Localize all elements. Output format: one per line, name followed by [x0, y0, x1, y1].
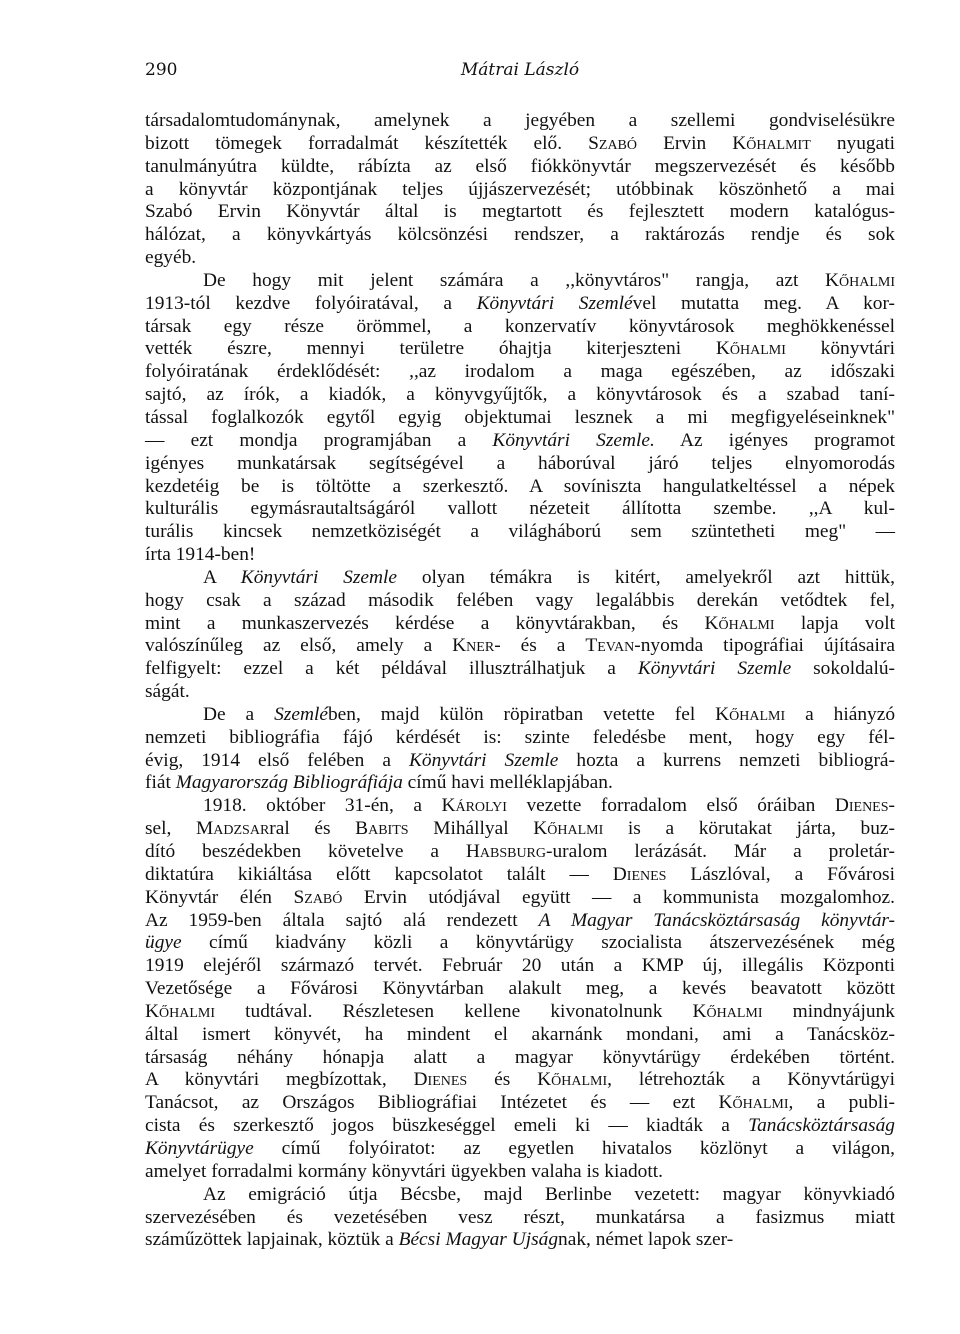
text-line	[145, 1115, 895, 1138]
text-run: Ervin	[637, 132, 733, 154]
text-line	[145, 338, 895, 361]
text-line	[145, 704, 895, 727]
small-caps-name: Kner	[452, 635, 495, 657]
italic-title: A Magyar Tanácsköztársaság könyvtár-	[538, 909, 896, 931]
text-line	[145, 1001, 895, 1024]
page-header	[145, 60, 895, 84]
small-caps-name: Kőhalmit	[732, 132, 811, 154]
text-run: igényes munkatársak segítségével a háborúval járó teljes elnyomorodás	[145, 452, 895, 474]
small-caps-name: Habsburg	[465, 841, 547, 862]
small-caps-name: Kőhalmi	[692, 1000, 763, 1022]
text-run: 1913-tól kezdve folyóiratával, a	[145, 292, 477, 314]
text-run: tással foglalkozók egytől egyig objektumai lesznek a mi megfigyeléseinknek"	[145, 406, 895, 428]
small-caps-name: Kőhalmi	[537, 1069, 608, 1091]
italic-title: Könyvtárügye	[145, 1137, 254, 1159]
text-run: és	[467, 1069, 538, 1091]
text-run: hozta a kurrens nemzeti bibliográ-	[558, 749, 895, 771]
text-line	[145, 361, 895, 384]
text-line	[145, 1138, 895, 1161]
text-line	[145, 978, 895, 1001]
text-line	[145, 544, 895, 567]
italic-title: Magyarország Bibliográfiája	[175, 772, 403, 794]
text-line	[145, 384, 895, 407]
text-run: társaság néhány hónapja alatt a magyar könyvtárügy érdekében történt.	[145, 1046, 895, 1068]
small-caps-name: Károlyi	[441, 795, 507, 817]
text-run: bizott tömegek forradalmát készítették elő.	[145, 132, 589, 154]
italic-title: ügye	[145, 932, 182, 954]
small-caps-name: Tevan	[585, 635, 635, 657]
text-line	[145, 133, 895, 156]
text-run: társadalomtudománynak, amelynek a jegyében a szellemi gondviselésükre	[145, 110, 895, 131]
small-caps-name: Dienes	[612, 863, 667, 885]
text-run: könyvtári	[785, 338, 895, 360]
text-line	[145, 247, 895, 270]
text-line	[145, 156, 895, 179]
text-run: nemzeti bibliográfia fájó kérdését is: szinte feledésbe ment, hogy egy fél-	[145, 726, 895, 748]
text-line	[145, 635, 895, 658]
text-line	[145, 1207, 895, 1230]
text-run: című folyóiratot: az egyetlen hivatalos közlönyt a világon,	[253, 1137, 895, 1159]
text-run: cista és szerkesztő jogos büszkeséggel emeli ki — kiadták a	[145, 1115, 749, 1137]
text-run: A könyvtári megbízottak,	[145, 1069, 414, 1091]
text-run: Lászlóval, a Fővárosi	[666, 863, 895, 885]
small-caps-name: Kőhalmi	[825, 269, 895, 291]
text-run: a könyvtár központjának teljes újjászervezését; utóbbinak köszönhető a mai	[145, 178, 895, 200]
text-line	[145, 1161, 895, 1184]
text-run: kulturális egymásrautaltságáról vallott nézeteit állította szembe. ,,A kul-	[145, 498, 895, 520]
small-caps-name: Kőhalmi	[533, 818, 604, 840]
text-run: , a publi-	[788, 1092, 895, 1114]
text-run: -	[888, 795, 895, 817]
text-line	[145, 521, 895, 544]
text-run: vették észre, mennyi területre óhajtja kiterjeszteni	[145, 338, 716, 360]
text-run: turális kincsek nemzetköziségét a világháború sem szüntetheti meg" —	[145, 521, 895, 543]
text-line	[145, 887, 895, 910]
text-run: Könyvtár élén	[145, 886, 294, 908]
text-run: sajtó, az írók, a kiadók, a könyvgyűjtők, a könyvtárosok és a szabad taní-	[145, 384, 895, 406]
italic-title: Könyvtári Szemle	[637, 658, 792, 680]
small-caps-name: Szabó	[588, 132, 638, 154]
text-run: nak, német lapok szer-	[558, 1229, 734, 1251]
text-run: című havi melléklapjában.	[402, 772, 613, 794]
text-line	[145, 179, 895, 202]
text-run: vel mutatta meg. A kor-	[632, 292, 895, 314]
text-line	[145, 110, 895, 133]
text-line	[145, 453, 895, 476]
text-line	[145, 1069, 895, 1092]
text-run: Vezetősége a Fővárosi Könyvtárban alakult meg, a kevés beavatott között	[145, 978, 895, 1000]
text-line	[145, 932, 895, 955]
text-line	[145, 1092, 895, 1115]
text-run: ral és	[269, 818, 356, 840]
page-number: 290	[145, 60, 178, 80]
text-run: társak egy része örömmel, a konzervatív könyvtárosok meghökkenéssel	[145, 315, 895, 337]
text-run: nyugati	[810, 132, 896, 154]
text-run: De a	[203, 703, 275, 725]
italic-title: Könyvtári Szemle	[408, 749, 559, 771]
text-line	[145, 270, 895, 293]
text-run: hálózat, a könyvkártyás kölcsönzési rendszer, a raktározás rendje és sok	[145, 224, 895, 246]
text-run: írta 1914-ben!	[145, 544, 256, 566]
text-run: diktatúra kikiáltása előtt kapcsolatot talált —	[145, 863, 613, 885]
text-run: 1918. október 31-én, a	[203, 795, 442, 817]
text-run: is a körutakat járta, buz-	[603, 818, 895, 840]
text-run: vezette forradalom első óráiban	[506, 795, 835, 817]
running-title: Mátrai László	[460, 60, 580, 80]
text-line	[145, 818, 895, 841]
text-run: felfigyelt: ezzel a két példával illusztrálhatjuk a	[145, 658, 638, 680]
body-text	[145, 110, 895, 1252]
text-run: Tanácsot, az Országos Bibliográfiai Intézetet és — ezt	[145, 1092, 719, 1114]
text-run: Mihállyal	[408, 818, 534, 840]
text-line	[145, 1184, 895, 1207]
text-line	[145, 1024, 895, 1047]
text-run: hogy csak a század második felében vagy legalábbis derekán vetődtek fel,	[145, 589, 895, 611]
text-line	[145, 476, 895, 499]
small-caps-name: Babits	[355, 818, 409, 840]
small-caps-name: Kőhalmi	[704, 612, 775, 634]
small-caps-name: Dienes	[834, 795, 889, 817]
text-run: 1919 elejéről származó tervét. Február 20 után a KMP új, illegális Központi	[145, 955, 895, 977]
text-run: száműzöttek lapjainak, köztük a	[145, 1229, 399, 1251]
text-run: kezdetéig be is töltötte a szerkesztő. A sovíniszta hangulatkeltéssel a népek	[145, 475, 895, 497]
text-run: amelyet forradalmi kormány könyvtári ügyekben valaha is kiadott.	[145, 1160, 663, 1182]
text-run: egyéb.	[145, 247, 197, 269]
text-line	[145, 567, 895, 590]
text-run: lapja volt	[774, 612, 895, 634]
text-run: tanulmányútra küldte, rábízta az első fiókkönyvtár megszervezését és később	[145, 155, 895, 177]
text-line	[145, 864, 895, 887]
text-run: évig, 1914 első felében a	[145, 749, 409, 771]
text-line	[145, 658, 895, 681]
text-run: Szabó Ervin Könyvtár által is megtartott és fejlesztett modern katalógus-	[145, 201, 895, 223]
italic-title: Szemlé	[274, 703, 328, 725]
text-run: Az igényes programot	[654, 429, 896, 451]
text-line	[145, 316, 895, 339]
italic-title: Tanácsköztársaság	[748, 1115, 895, 1137]
text-run: által ismert könyvét, ha mindent el akarnánk mondani, ami a Tanácsköz-	[145, 1023, 895, 1045]
text-run: a hiányzó	[785, 703, 896, 725]
text-line	[145, 293, 895, 316]
text-run: ben, majd külön röpiratban vetette fel	[327, 703, 716, 725]
text-run: folyóiratának érdeklődését: ,,az irodalom a maga egészében, az időszaki	[145, 361, 895, 383]
text-line	[145, 498, 895, 521]
text-line	[145, 727, 895, 750]
text-line	[145, 910, 895, 933]
italic-title: Bécsi Magyar Ujság	[398, 1229, 559, 1251]
text-run: olyan témákra is kitért, amelyekről azt hittük,	[397, 566, 896, 588]
text-run: tudtával. Részletesen kellene kivonatolnunk	[215, 1000, 693, 1022]
text-run: A	[203, 566, 241, 588]
text-run: Az 1959-ben általa sajtó alá rendezett	[145, 909, 539, 931]
text-run: Az emigráció útja Bécsbe, majd Berlinbe vezetett: magyar könyvkiadó	[203, 1183, 895, 1205]
text-run: fiát	[145, 772, 176, 794]
text-run: dító beszédekben követelve a	[145, 841, 466, 862]
text-run: című kiadvány közli a könyvtárügy szocialista átszervezésének még	[181, 932, 895, 954]
text-line	[145, 750, 895, 773]
text-run: — ezt mondja programjában a	[145, 429, 493, 451]
small-caps-name: Szabó	[293, 886, 343, 908]
text-run: valószínűleg az első, amely a	[145, 635, 453, 657]
text-run: - és a	[494, 635, 586, 657]
text-run: De hogy mit jelent számára a ,,könyvtáros" rangja, azt	[203, 269, 825, 291]
text-line	[145, 772, 895, 795]
text-line	[145, 841, 895, 864]
text-run: -uralom lerázását. Már a proletár-	[546, 841, 895, 862]
text-line	[145, 407, 895, 430]
text-run: -nyomda tipográfiai újításaira	[634, 635, 895, 657]
small-caps-name: Kőhalmi	[145, 1000, 215, 1022]
text-run: ságát.	[145, 681, 190, 703]
text-run: Ervin utódjával együtt — a kommunista mozgalomhoz.	[342, 886, 895, 908]
italic-title: Könyvtári Szemlé	[476, 292, 633, 314]
text-run: szervezésében és vezetésében vesz részt, munkatársa a fasizmus miatt	[145, 1206, 895, 1228]
text-line	[145, 795, 895, 818]
text-line	[145, 681, 895, 704]
text-run: sokoldalú-	[791, 658, 895, 680]
small-caps-name: Kőhalmi	[715, 703, 786, 725]
text-line	[145, 224, 895, 247]
italic-title: Könyvtári Szemle	[240, 566, 398, 588]
small-caps-name: Kőhalmi	[718, 1092, 789, 1114]
small-caps-name: Madzsar	[196, 818, 270, 840]
text-line	[145, 1047, 895, 1070]
text-run: , létrehozták a Könyvtárügyi	[607, 1069, 895, 1091]
text-run: mindnyájunk	[762, 1000, 895, 1022]
italic-title: Könyvtári Szemle.	[492, 429, 655, 451]
text-line	[145, 955, 895, 978]
text-line	[145, 201, 895, 224]
text-line	[145, 430, 895, 453]
small-caps-name: Kőhalmi	[715, 338, 786, 360]
text-line	[145, 1229, 895, 1252]
text-run: mint a munkaszervezés kérdése a könyvtárakban, és	[145, 612, 705, 634]
text-run: sel,	[145, 818, 197, 840]
small-caps-name: Dienes	[413, 1069, 468, 1091]
text-line	[145, 613, 895, 636]
text-line	[145, 590, 895, 613]
